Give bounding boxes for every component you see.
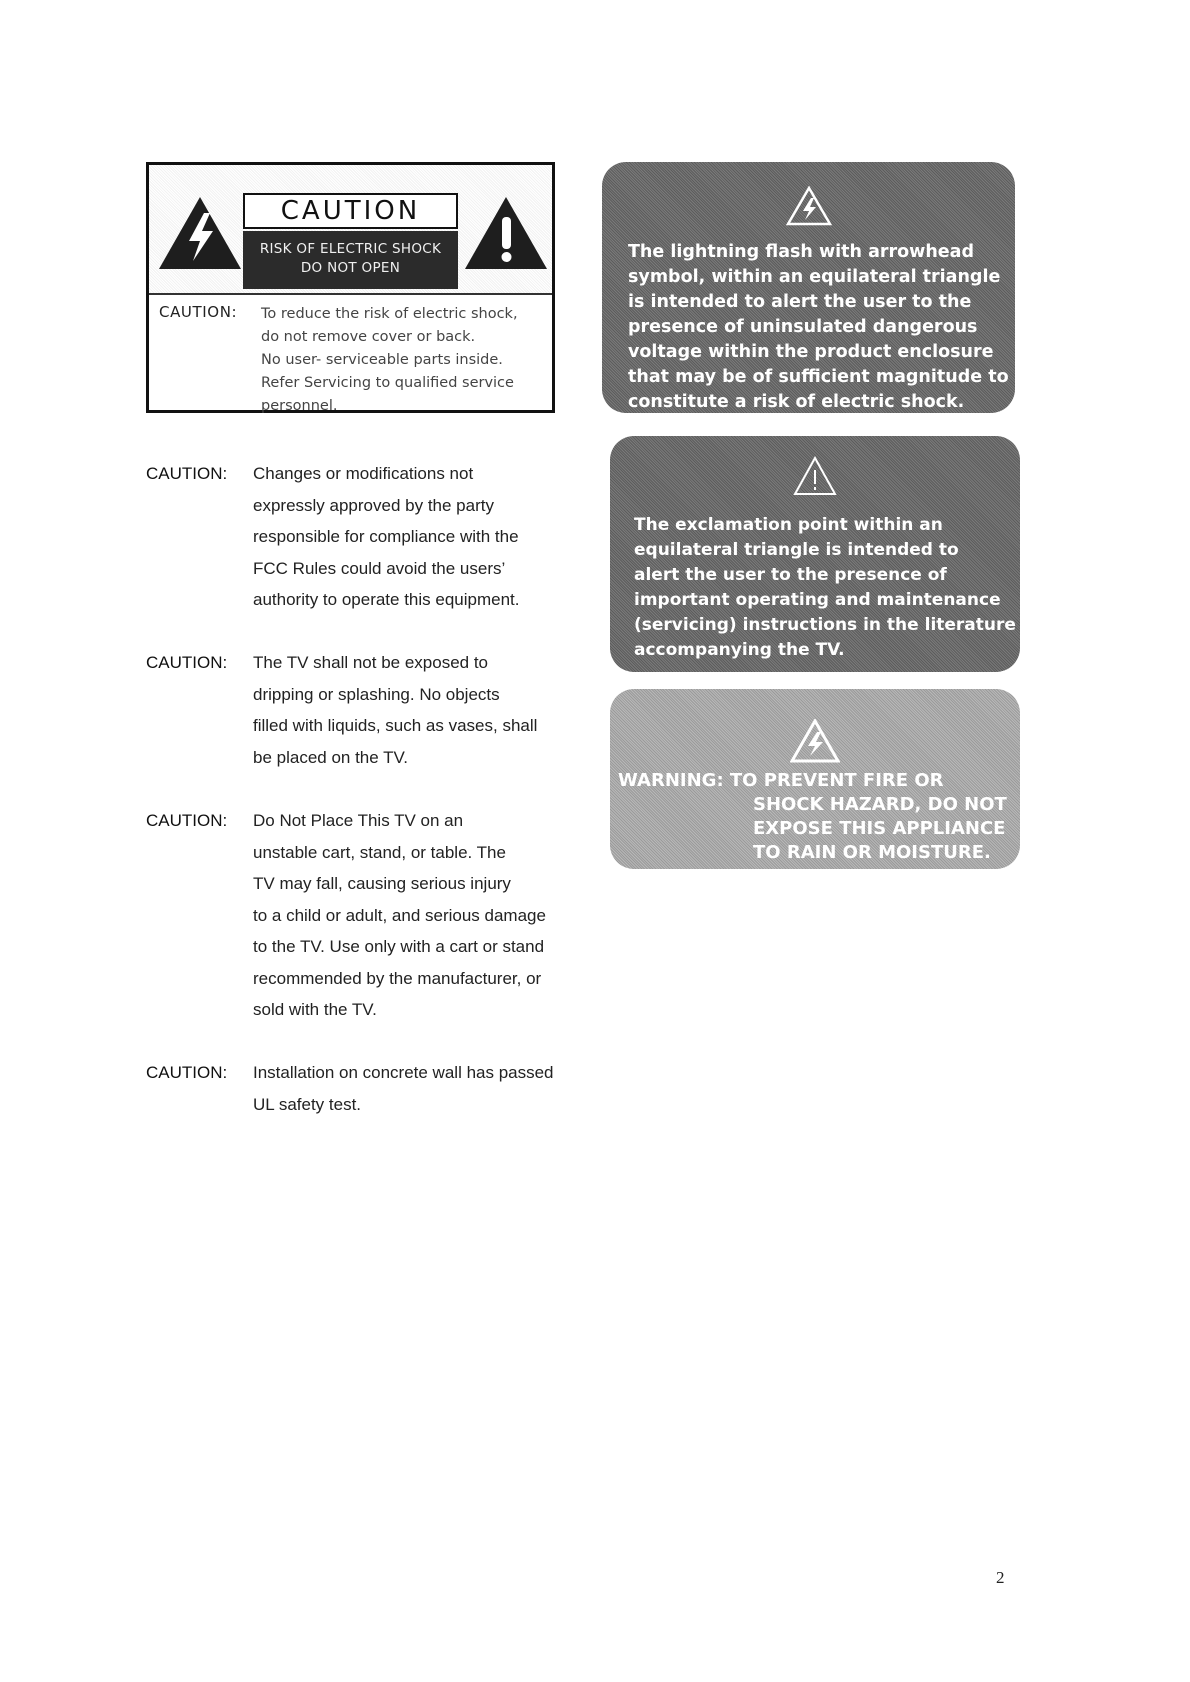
text-line: filled with liquids, such as vases, shall xyxy=(253,716,538,735)
text-line: EXPOSE THIS APPLIANCE xyxy=(753,818,1006,839)
caution-word: CAUTION xyxy=(146,653,223,672)
caution-text xyxy=(253,805,546,1026)
text-line: recommended by the manufacturer, or xyxy=(253,968,542,988)
caution-colon: : xyxy=(222,653,228,672)
caution-label-line: No user- serviceable parts inside. xyxy=(261,352,503,368)
lightning-triangle-icon xyxy=(790,719,840,763)
text-line: be placed on the TV. xyxy=(253,747,409,767)
caution-text xyxy=(253,458,520,616)
caution-colon: : xyxy=(222,1063,228,1082)
caution-label-line: To reduce the risk of electric shock, xyxy=(261,306,518,322)
caution-heading xyxy=(146,805,227,837)
text-line: accompanying the TV. xyxy=(634,640,845,660)
text-line: important operating and maintenance xyxy=(634,590,1001,610)
caution-heading xyxy=(146,647,227,679)
exclamation-triangle-icon xyxy=(793,456,837,496)
text-line: alert the user to the presence of xyxy=(634,565,947,585)
text-line: FCC Rules could avoid the users’ xyxy=(253,558,506,578)
text-line: sold with the TV. xyxy=(253,1000,377,1019)
text-line: Installation on concrete wall has passed xyxy=(253,1063,554,1082)
caution-label-header xyxy=(149,165,552,295)
warning-text xyxy=(618,769,1007,865)
lightning-explanation xyxy=(628,240,1009,413)
text-line: Changes or modifications not xyxy=(253,464,474,483)
text-line: The exclamation point within an xyxy=(634,515,943,535)
text-line: dripping or splashing. No objects xyxy=(253,684,500,704)
exclamation-triangle-icon xyxy=(463,195,549,271)
text-line: TO RAIN OR MOISTURE. xyxy=(753,842,991,863)
text-line: to the TV. Use only with a cart or stand xyxy=(253,937,545,956)
caution-colon: : xyxy=(222,811,228,830)
text-line: SHOCK HAZARD, DO NOT xyxy=(753,794,1007,815)
caution-label-word: CAUTION: xyxy=(159,303,238,321)
lightning-triangle-icon xyxy=(786,186,832,226)
caution-text xyxy=(253,1057,554,1120)
page-number: 2 xyxy=(996,1568,1005,1587)
text-line: responsible for compliance with the xyxy=(253,527,519,546)
text-line: is intended to alert the user to the xyxy=(628,292,972,312)
text-line: presence of uninsulated dangerous xyxy=(628,317,978,337)
warning-box xyxy=(610,689,1020,869)
text-line: UL safety test. xyxy=(253,1094,362,1114)
lightning-triangle-icon xyxy=(157,195,243,271)
caution-label-line: Refer Servicing to qualified service xyxy=(261,375,514,391)
text-line: WARNING: TO PREVENT FIRE OR xyxy=(618,770,944,791)
text-line: The lightning flash with arrowhead xyxy=(628,242,974,262)
caution-text xyxy=(253,647,537,773)
lightning-symbol-box xyxy=(602,162,1015,413)
text-line: to a child or adult, and serious damage xyxy=(253,905,546,925)
risk-line-2: DO NOT OPEN xyxy=(300,260,401,276)
caution-label-lines xyxy=(261,303,518,418)
caution-label-line: personnel. xyxy=(261,398,338,414)
caution-word: CAUTION xyxy=(146,464,223,483)
risk-line-1: RISK OF ELECTRIC SHOCK xyxy=(259,241,442,257)
caution-colon: : xyxy=(222,464,228,483)
exclamation-symbol-box xyxy=(610,436,1020,672)
text-line: expressly approved by the party xyxy=(253,495,494,515)
caution-label xyxy=(146,162,555,413)
caution-heading xyxy=(146,1057,227,1089)
text-line: unstable cart, stand, or table. The xyxy=(253,842,506,862)
text-line: that may be of sufficient magnitude to xyxy=(628,367,1009,387)
text-line: authority to operate this equipment. xyxy=(253,590,520,609)
risk-banner xyxy=(243,231,458,289)
text-line: The TV shall not be exposed to xyxy=(253,653,489,672)
text-line: Do Not Place This TV on an xyxy=(253,811,464,830)
caution-word: CAUTION xyxy=(146,811,223,830)
caution-heading xyxy=(146,458,227,490)
caution-label-center xyxy=(243,193,458,289)
caution-label-line: do not remove cover or back. xyxy=(261,329,476,345)
text-line: (servicing) instructions in the literature xyxy=(634,615,1016,635)
exclamation-explanation xyxy=(634,513,1016,663)
caution-title: CAUTION xyxy=(243,193,458,229)
text-line: voltage within the product enclosure xyxy=(628,342,994,362)
text-line: equilateral triangle is intended to xyxy=(634,540,959,560)
text-line: TV may fall, causing serious injury xyxy=(253,874,511,893)
text-line: constitute a risk of electric shock. xyxy=(628,392,965,412)
caution-word: CAUTION xyxy=(146,1063,223,1082)
text-line: symbol, within an equilateral triangle xyxy=(628,267,1001,287)
